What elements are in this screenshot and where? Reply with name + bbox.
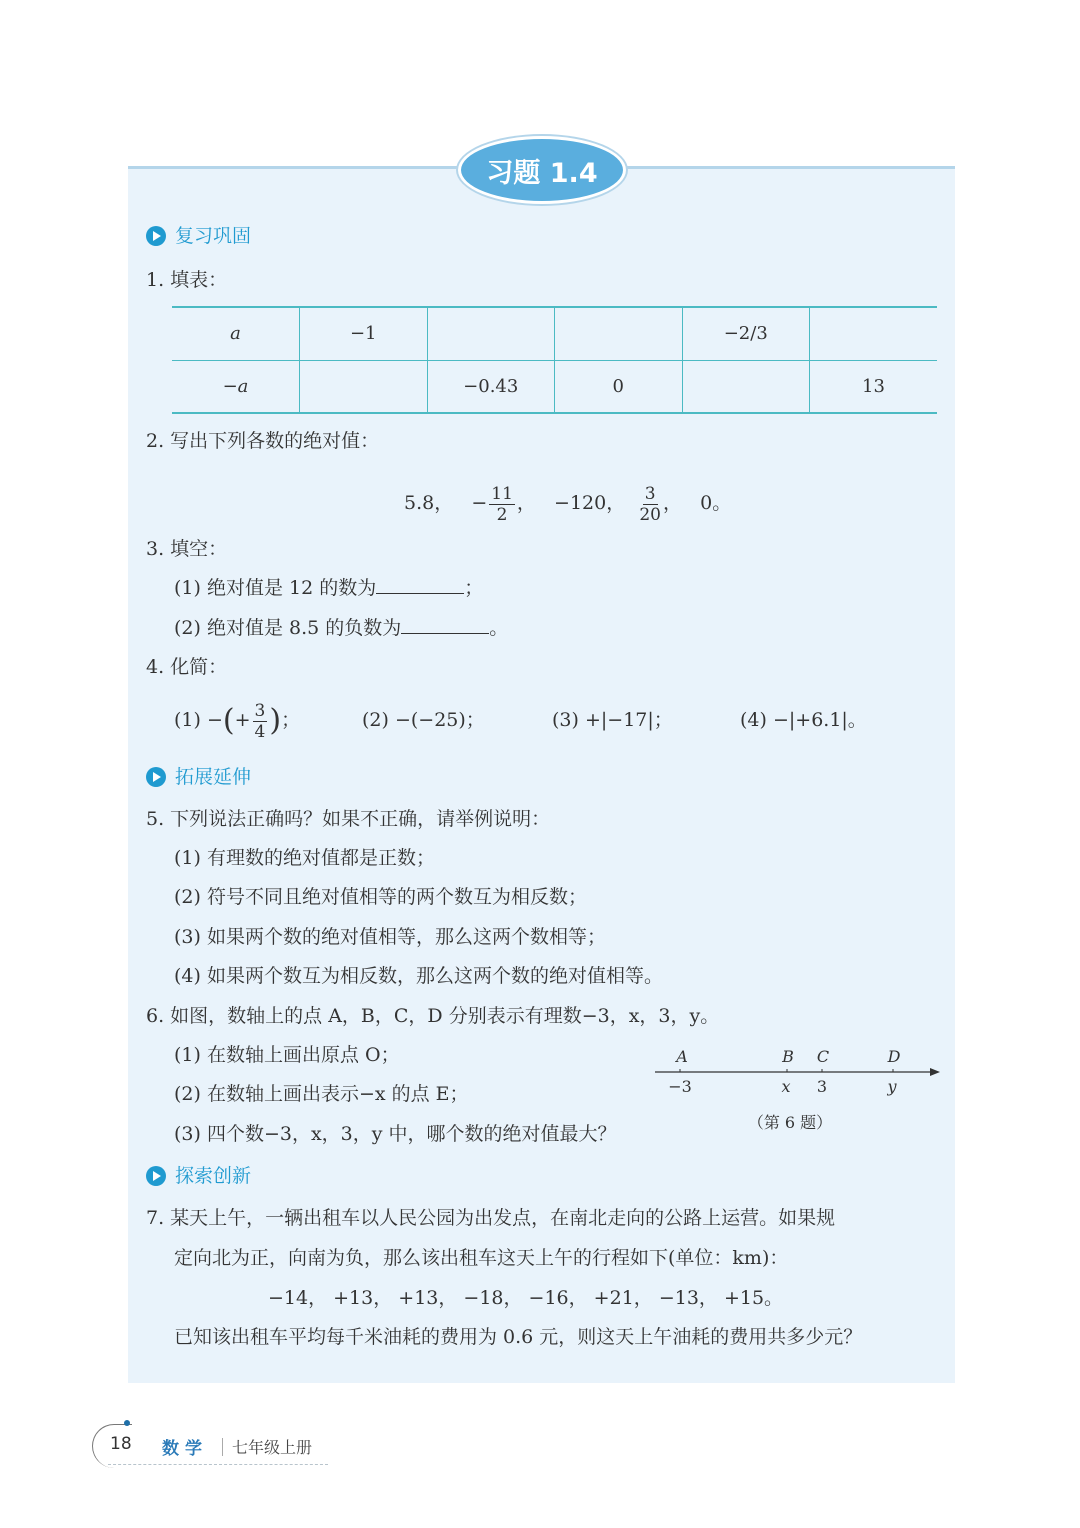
section-heading-explore: [146, 1162, 251, 1190]
play-circle-icon: [146, 1166, 166, 1186]
fill-table: [172, 306, 937, 414]
q6-item: (1) 在数轴上画出原点 O；: [174, 1044, 400, 1066]
number: 0。: [700, 492, 732, 514]
point-value: −3: [668, 1077, 692, 1096]
number: −120，: [554, 492, 626, 514]
table-cell: [300, 360, 428, 413]
table-cell: −1: [300, 307, 428, 360]
footer-dashed-rule: [108, 1464, 328, 1465]
numerator: 11: [491, 483, 513, 504]
heading-text: 复习巩固: [175, 225, 252, 247]
q6-item: (2) 在数轴上画出表示−x 的点 E；: [174, 1083, 469, 1105]
q7-line: 7. 某天上午，一辆出租车以人民公园为出发点，在南北走向的公路上运营。如果规: [146, 1207, 836, 1229]
sign: −: [471, 492, 488, 514]
denominator: 20: [639, 504, 661, 525]
play-circle-icon: [146, 226, 166, 246]
table-row: [172, 360, 937, 413]
table-cell: −2/3: [682, 307, 810, 360]
q4-item: (2) −(−25)；: [362, 709, 485, 731]
q5-item: (3) 如果两个数的绝对值相等，那么这两个数相等；: [174, 926, 606, 948]
q7-values: −14， +13， +13， −18， −16， +21， −13， +15。: [268, 1287, 784, 1309]
exercise-title: 习题 1.4: [458, 136, 626, 204]
q6-label: 6. 如图，数轴上的点 A，B，C，D 分别表示有理数−3，x，3，y。: [146, 1005, 720, 1027]
table-cell: −0.43: [427, 360, 555, 413]
fraction: [639, 484, 661, 525]
table-cell: [810, 307, 938, 360]
subject-label: 数学: [162, 1439, 208, 1459]
answer-blank[interactable]: [401, 614, 489, 634]
heading-text: 探索创新: [175, 1165, 252, 1187]
point-value: x: [781, 1077, 791, 1096]
text: ；: [281, 709, 301, 731]
table-cell: 0: [555, 360, 683, 413]
q4-label: 4. 化简：: [146, 656, 228, 678]
table-cell: [427, 307, 555, 360]
q5-label: 5. 下列说法正确吗？如果不正确，请举例说明：: [146, 808, 551, 830]
fraction: [253, 701, 268, 742]
point-label: C: [816, 1047, 830, 1066]
q2-numbers: [404, 483, 731, 523]
q3-item: [174, 614, 508, 642]
table-cell: 13: [810, 360, 938, 413]
point-value: 3: [816, 1077, 828, 1096]
point-label: B: [782, 1047, 794, 1066]
table-cell: [682, 360, 810, 413]
q6-item: (3) 四个数−3，x，3，y 中，哪个数的绝对值最大？: [174, 1123, 617, 1145]
text: (1) 绝对值是 12 的数为: [174, 577, 377, 599]
denominator: 4: [254, 721, 266, 742]
q4-item: (4) −|+6.1|。: [740, 709, 867, 731]
footer-divider: [222, 1438, 223, 1456]
text: 。: [489, 617, 509, 639]
page-number: 18: [110, 1434, 132, 1454]
figure-caption: （第 6 题）: [747, 1113, 833, 1132]
play-circle-icon: [146, 767, 166, 787]
q7-line: 已知该出租车平均每千米油耗的费用为 0.6 元，则这天上午油耗的费用共多少元？: [174, 1326, 863, 1348]
sep: ，: [516, 492, 536, 514]
number: 5.8，: [404, 492, 454, 514]
sign: +: [234, 709, 251, 731]
numerator: 3: [254, 700, 266, 721]
q5-item: (2) 符号不同且绝对值相等的两个数互为相反数；: [174, 886, 587, 908]
heading-text: 拓展延伸: [175, 766, 252, 788]
point-label: A: [676, 1047, 688, 1066]
text: (2) 绝对值是 8.5 的负数为: [174, 617, 402, 639]
q5-item: (1) 有理数的绝对值都是正数；: [174, 847, 435, 869]
number-line-figure: [650, 1040, 950, 1140]
sep: ，: [662, 492, 682, 514]
answer-blank[interactable]: [376, 574, 464, 594]
q2-label: 2. 写出下列各数的绝对值：: [146, 430, 380, 452]
fraction: [489, 484, 515, 525]
text: ；: [464, 577, 484, 599]
table-cell: [555, 307, 683, 360]
cell-text: a: [230, 323, 241, 345]
section-heading-extend: [146, 763, 251, 791]
q3-item: [174, 574, 483, 602]
axis-arrow-icon: [930, 1068, 940, 1076]
q4-items: (1) −(+ $\frac{3}{4}$ )；: [174, 700, 301, 742]
book-label: 七年级上册: [232, 1438, 313, 1457]
q7-line: 定向北为正，向南为负，那么该出租车这天上午的行程如下(单位：km)：: [174, 1247, 789, 1269]
table-row: [172, 307, 937, 360]
q5-item: (4) 如果两个数互为相反数，那么这两个数的绝对值相等。: [174, 965, 663, 987]
point-value: y: [887, 1077, 897, 1096]
table-cell: −a: [172, 360, 300, 413]
q4-item: (3) +|−17|；: [552, 709, 673, 731]
footer-dot: [124, 1420, 130, 1426]
q1-label: 1. 填表：: [146, 269, 228, 291]
point-label: D: [887, 1047, 901, 1066]
q3-label: 3. 填空：: [146, 538, 228, 560]
section-heading-review: [146, 222, 251, 250]
table-cell: [172, 307, 300, 360]
denominator: 2: [496, 504, 508, 525]
text: (1) −: [174, 709, 223, 731]
numerator: 3: [644, 483, 656, 504]
